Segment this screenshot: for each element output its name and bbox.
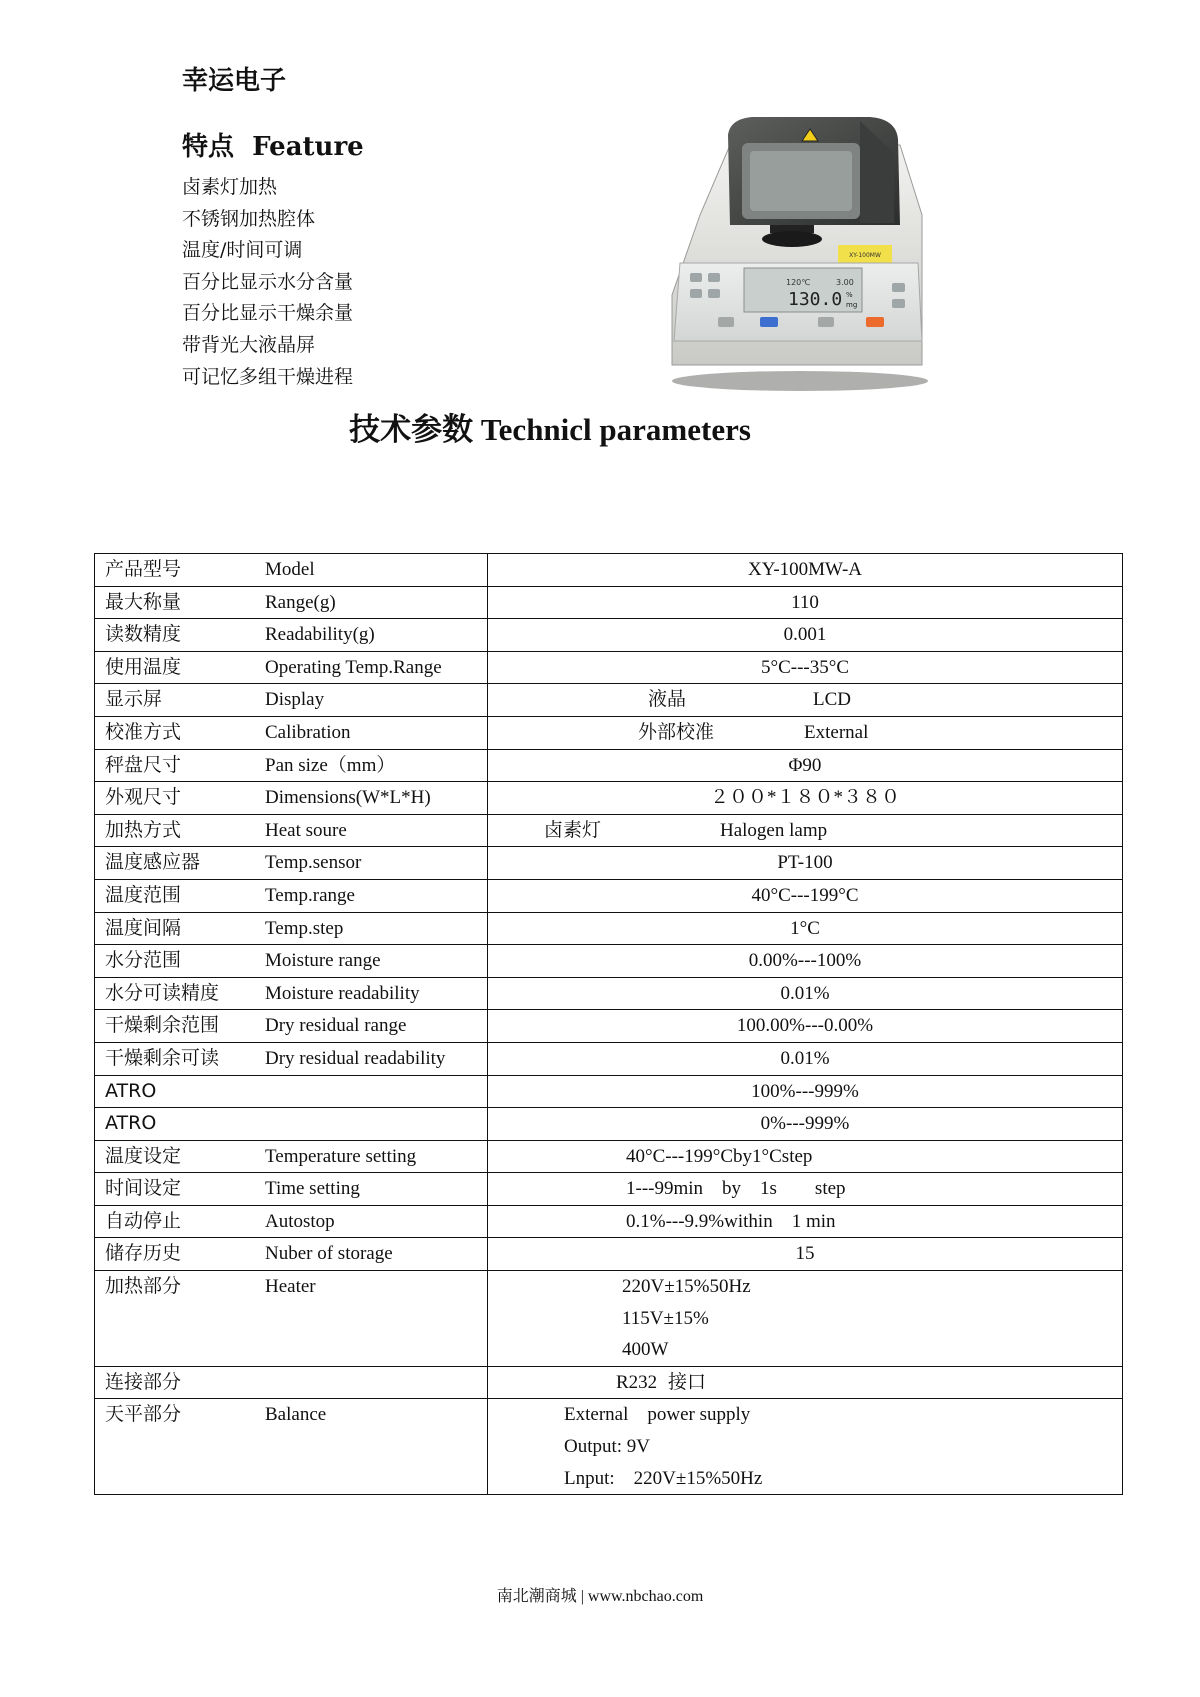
spec-label-en: Moisture range xyxy=(265,950,381,972)
spec-label-cn: 最大称量 xyxy=(105,590,182,613)
display-time: 3.00 xyxy=(836,278,854,287)
spec-label-en: Temp.step xyxy=(265,917,344,939)
spec-value-cell xyxy=(488,945,1123,978)
spec-label-cell xyxy=(95,1042,488,1075)
feature-item: 卤素灯加热 xyxy=(182,176,278,198)
spec-value: 1°C xyxy=(790,917,820,939)
spec-value-en: External xyxy=(804,721,869,743)
spec-value-cn: 卤素灯 xyxy=(544,818,602,841)
spec-value-line: Lnput: 220V±15%50Hz xyxy=(564,1467,763,1489)
panel-button xyxy=(690,289,702,298)
spec-label-cell xyxy=(95,651,488,684)
spec-value-cell xyxy=(488,684,1123,717)
spec-value-en: Halogen lamp xyxy=(720,819,828,841)
spec-value-cell xyxy=(488,1205,1123,1238)
spec-label-cn: 校准方式 xyxy=(105,720,182,743)
spec-label-en: Temp.range xyxy=(265,884,355,906)
feature-item: 可记忆多组干燥进程 xyxy=(182,365,354,388)
spec-label-cell xyxy=(95,1075,488,1108)
spec-label-cell xyxy=(95,1108,488,1141)
spec-table xyxy=(94,553,1123,1495)
spec-row xyxy=(95,814,1123,847)
spec-row xyxy=(95,879,1123,912)
spec-value-cell xyxy=(488,912,1123,945)
spec-label-cell xyxy=(95,879,488,912)
spec-row xyxy=(95,1238,1123,1271)
spec-value: 40°C---199°Cby1°Cstep xyxy=(626,1145,813,1167)
spec-value-cell xyxy=(488,651,1123,684)
spec-value-cell xyxy=(488,716,1123,749)
spec-label-en: Model xyxy=(265,559,315,580)
spec-label-cell xyxy=(95,1010,488,1043)
spec-label-cell xyxy=(95,554,488,587)
display-unit-bottom: mg xyxy=(846,301,858,309)
spec-row xyxy=(95,749,1123,782)
spec-label-cell xyxy=(95,782,488,815)
spec-label-cell xyxy=(95,684,488,717)
spec-value-cell xyxy=(488,1140,1123,1173)
footer-site-name: 南北潮商城 xyxy=(496,1586,577,1605)
spec-label-en: Range(g) xyxy=(265,591,336,613)
model-badge-text: XY-100MW xyxy=(849,252,881,259)
spec-value-cell xyxy=(488,1010,1123,1043)
spec-label-en: Heat soure xyxy=(265,819,347,841)
spec-value-cell xyxy=(488,554,1123,587)
spec-value: 5°C---35°C xyxy=(760,656,850,678)
spec-label-cn: 温度感应器 xyxy=(105,851,201,874)
spec-label-cell xyxy=(95,847,488,880)
spec-row xyxy=(95,1271,1123,1367)
spec-label-cell xyxy=(95,977,488,1010)
spec-label-cn: 产品型号 xyxy=(105,558,182,580)
spec-label-cell xyxy=(95,912,488,945)
spec-value: 40°C---199°C xyxy=(751,884,859,906)
spec-row xyxy=(95,912,1123,945)
spec-label-en: Temperature setting xyxy=(265,1145,417,1167)
spec-label-cell xyxy=(95,749,488,782)
spec-value-line: 400W xyxy=(622,1339,669,1361)
spec-row xyxy=(95,945,1123,978)
spec-label-cn: 外观尺寸 xyxy=(105,786,182,809)
spec-label-cell xyxy=(95,1399,488,1495)
display-value: 130.0 xyxy=(788,289,843,310)
panel-button xyxy=(718,317,734,327)
tech-title-cn: 技术参数 xyxy=(349,412,474,448)
spec-value-cell xyxy=(488,1366,1123,1399)
spec-label-cn: 秤盘尺寸 xyxy=(105,753,182,776)
spec-value-cn: 外部校准 xyxy=(638,720,715,743)
spec-label-cn: 加热部分 xyxy=(105,1275,182,1298)
spec-value: Φ90 xyxy=(788,754,822,776)
spec-row xyxy=(95,1173,1123,1206)
spec-label-cn: ATRO xyxy=(105,1079,157,1102)
spec-label-en: Pan size（mm） xyxy=(265,754,396,776)
spec-row xyxy=(95,586,1123,619)
spec-label-cell xyxy=(95,716,488,749)
spec-row xyxy=(95,684,1123,717)
spec-value-cell xyxy=(488,1399,1123,1495)
spec-row xyxy=(95,1075,1123,1108)
spec-value-en: R232 xyxy=(616,1371,658,1393)
spec-value-cell xyxy=(488,1238,1123,1271)
spec-label-en: Temp.sensor xyxy=(265,852,362,874)
spec-label-cn: 天平部分 xyxy=(105,1403,182,1426)
spec-row xyxy=(95,619,1123,652)
spec-label-en: Autostop xyxy=(265,1210,335,1232)
spec-label-en: Nuber of storage xyxy=(265,1243,393,1265)
panel-button xyxy=(690,273,702,282)
spec-label-cell xyxy=(95,1140,488,1173)
spec-label-cell xyxy=(95,1173,488,1206)
spec-row xyxy=(95,554,1123,587)
spec-row xyxy=(95,1205,1123,1238)
footer xyxy=(0,1583,1200,1606)
spec-value: 110 xyxy=(791,591,819,613)
spec-label-en: Time setting xyxy=(265,1178,360,1200)
feature-list xyxy=(182,172,353,393)
spec-row xyxy=(95,1010,1123,1043)
spec-value-cell xyxy=(488,847,1123,880)
spec-value: 0.01% xyxy=(780,1047,830,1069)
spec-value: PT-100 xyxy=(777,852,833,874)
spec-value-cell xyxy=(488,1173,1123,1206)
spec-value-line: External power supply xyxy=(564,1404,751,1426)
spec-label-cell xyxy=(95,1271,488,1367)
spec-row xyxy=(95,977,1123,1010)
spec-value-line: 115V±15% xyxy=(622,1307,709,1329)
panel-button xyxy=(892,283,905,292)
spec-label-cell xyxy=(95,814,488,847)
spec-value: 15 xyxy=(795,1243,815,1265)
spec-value-cell xyxy=(488,782,1123,815)
spec-value: 0%---999% xyxy=(760,1113,850,1135)
company-name: 幸运电子 xyxy=(182,66,287,96)
spec-value-cell xyxy=(488,1108,1123,1141)
spec-label-cn: ATRO xyxy=(105,1112,157,1135)
spec-label-cell xyxy=(95,945,488,978)
feature-item: 百分比显示水分含量 xyxy=(182,270,354,293)
spec-value: 0.00%---100% xyxy=(748,950,862,972)
spec-value: 0.001 xyxy=(783,624,827,646)
spec-label-en: Dry residual range xyxy=(265,1015,407,1037)
panel-button xyxy=(708,273,720,282)
spec-value-cell xyxy=(488,879,1123,912)
spec-value: 0.01% xyxy=(780,982,830,1004)
spec-value: ２００*１８０*３８０ xyxy=(709,787,900,809)
feature-heading xyxy=(182,126,364,163)
spec-row xyxy=(95,782,1123,815)
spec-value-cell xyxy=(488,619,1123,652)
spec-label-cell xyxy=(95,1205,488,1238)
spec-value-cell xyxy=(488,749,1123,782)
spec-value: 0.1%---9.9%within 1 min xyxy=(626,1210,836,1232)
spec-label-cn: 连接部分 xyxy=(105,1370,182,1393)
display-temp: 120℃ xyxy=(786,278,811,287)
feature-item: 百分比显示干燥余量 xyxy=(182,302,354,325)
spec-label-en: Operating Temp.Range xyxy=(265,656,442,678)
spec-row xyxy=(95,651,1123,684)
spec-value-cell xyxy=(488,1042,1123,1075)
spec-label-cell xyxy=(95,619,488,652)
spec-value-cn: 液晶 xyxy=(648,688,687,711)
spec-value-cell xyxy=(488,1271,1123,1367)
spec-row xyxy=(95,847,1123,880)
spec-row xyxy=(95,716,1123,749)
spec-row xyxy=(95,1366,1123,1399)
tech-title-en: Technicl parameters xyxy=(480,412,751,447)
feature-item: 不锈钢加热腔体 xyxy=(182,207,316,230)
spec-value: 100%---999% xyxy=(751,1080,859,1102)
panel-button-orange xyxy=(866,317,884,327)
technical-parameters-heading xyxy=(0,404,1100,449)
spec-label-cn: 读数精度 xyxy=(105,623,182,646)
spec-label-cell xyxy=(95,1366,488,1399)
panel-button xyxy=(708,289,720,298)
spec-label-cn: 水分可读精度 xyxy=(105,981,220,1004)
spec-label-en: Moisture readability xyxy=(265,982,420,1004)
spec-label-cn: 水分范围 xyxy=(105,949,182,972)
spec-row xyxy=(95,1140,1123,1173)
spec-value-line: 220V±15%50Hz xyxy=(622,1276,751,1298)
spec-label-cn: 自动停止 xyxy=(105,1209,182,1232)
spec-label-en: Calibration xyxy=(265,721,351,743)
spec-label-cn: 温度间隔 xyxy=(105,916,182,939)
footer-url: www.nbchao.com xyxy=(587,1588,704,1605)
moisture-analyzer-photo xyxy=(660,105,938,397)
spec-label-cn: 加热方式 xyxy=(105,818,182,841)
panel-button xyxy=(892,299,905,308)
display-unit-top: % xyxy=(846,291,853,299)
spec-value: 1---99min by 1s step xyxy=(626,1178,846,1200)
spec-value-cell xyxy=(488,586,1123,619)
spec-label-en: Dry residual readability xyxy=(265,1047,446,1069)
spec-value-en: LCD xyxy=(813,689,851,711)
footer-separator: | xyxy=(580,1588,584,1605)
spec-value-line: Output: 9V xyxy=(564,1436,651,1458)
spec-label-cn: 使用温度 xyxy=(105,655,182,678)
spec-value: XY-100MW-A xyxy=(748,559,862,580)
spec-label-cell xyxy=(95,586,488,619)
spec-label-cn: 温度设定 xyxy=(105,1144,182,1167)
spec-label-cn: 干燥剩余可读 xyxy=(105,1046,220,1069)
spec-label-cell xyxy=(95,1238,488,1271)
feature-item: 带背光大液晶屏 xyxy=(182,333,316,356)
spec-value: 100.00%---0.00% xyxy=(736,1015,874,1037)
spec-value-cell xyxy=(488,1075,1123,1108)
spec-row xyxy=(95,1108,1123,1141)
spec-row xyxy=(95,1042,1123,1075)
spec-value-cn: 接口 xyxy=(668,1370,707,1393)
spec-label-en: Readability(g) xyxy=(265,624,375,646)
spec-label-cn: 干燥剩余范围 xyxy=(105,1014,220,1037)
spec-label-cn: 储存历史 xyxy=(105,1242,182,1265)
spec-label-en: Balance xyxy=(265,1404,327,1426)
feature-heading-en: Feature xyxy=(252,132,364,162)
spec-value-cell xyxy=(488,977,1123,1010)
spec-row xyxy=(95,1399,1123,1495)
panel-button-blue xyxy=(760,317,778,327)
panel-button xyxy=(818,317,834,327)
spec-label-en: Heater xyxy=(265,1276,316,1298)
spec-value-cell xyxy=(488,814,1123,847)
spec-label-en: Display xyxy=(265,689,325,711)
feature-item: 温度/时间可调 xyxy=(182,239,303,262)
spec-label-cn: 显示屏 xyxy=(105,688,163,711)
spec-label-en: Dimensions(W*L*H) xyxy=(265,787,431,809)
feature-heading-cn: 特点 xyxy=(182,132,235,162)
spec-label-cn: 温度范围 xyxy=(105,883,182,906)
spec-label-cn: 时间设定 xyxy=(105,1177,182,1200)
